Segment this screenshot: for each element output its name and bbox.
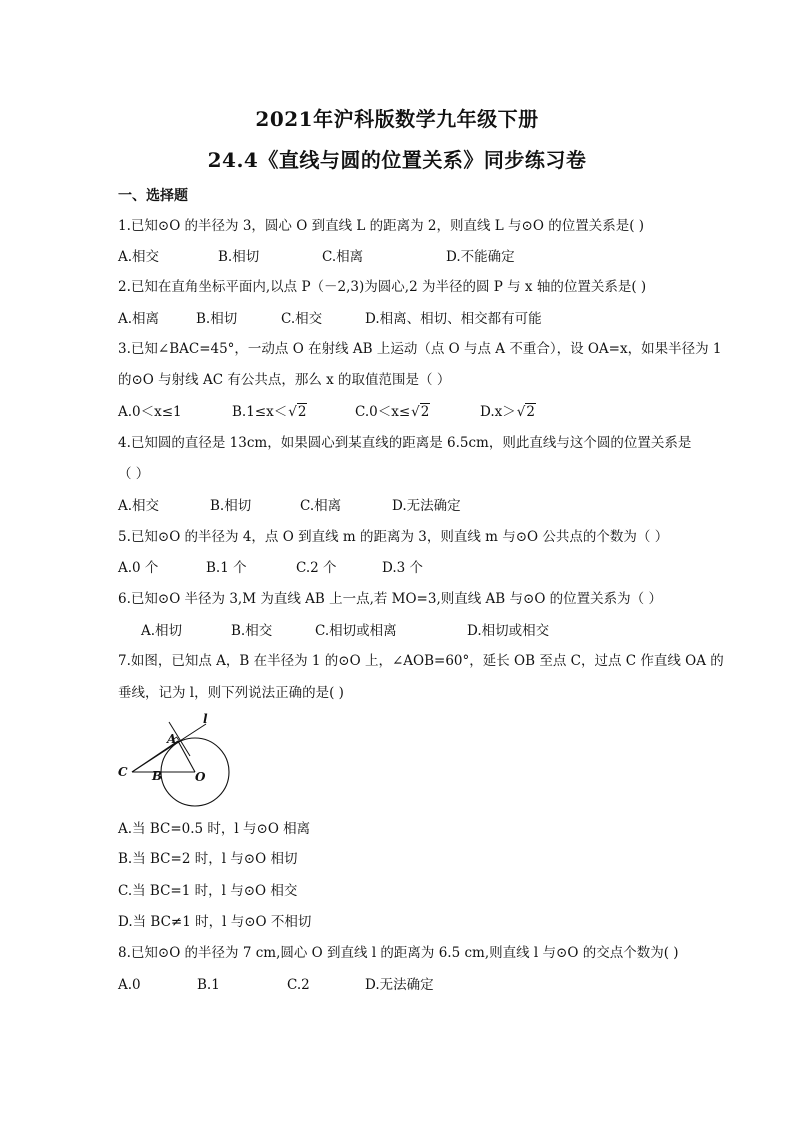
question-3-option-c-radicand: 2 [420,404,430,420]
question-8-option-a: A.0 [118,977,141,993]
question-3-option-b-text: B.1≤x＜ [232,404,288,420]
question-1-option-a: A.相交 [118,249,160,265]
question-3-option-d [480,402,536,422]
question-3-option-c-text: C.0＜x≤ [355,404,411,420]
page-title: 2021年沪科版数学九年级下册 [255,107,539,131]
question-3-option-a [118,402,182,422]
question-2-option-d: D.相离、相切、相交都有可能 [365,311,542,327]
question-4-option-c: C.相离 [300,498,342,514]
label-o: O [195,770,206,784]
question-1-text: 1.已知⊙O 的半径为 3，圆心 O 到直线 L 的距离为 2，则直线 L 与⊙O 的位置关系是( ) [118,218,645,234]
question-5-option-d: D.3 个 [382,560,424,576]
question-3-option-b [232,402,307,422]
question-3-option-b-radicand: 2 [297,404,307,420]
question-2-option-a: A.相离 [118,311,160,327]
sqrt-symbol: √2 [288,404,307,420]
question-2-option-b: B.相切 [196,311,238,327]
question-8-option-b: B.1 [197,977,220,993]
question-7-text-line1: 7.如图，已知点 A，B 在半径为 1 的⊙O 上，∠AOB=60°，延长 OB 至点 C，过点 C 作直线 OA 的 [118,653,724,669]
question-4-option-d: D.无法确定 [392,498,461,514]
question-6-option-d: D.相切或相交 [467,623,550,639]
question-7-option-b: B.当 BC=2 时，l 与⊙O 相切 [118,851,298,867]
sqrt-symbol: √2 [516,404,535,420]
question-5-option-c: C.2 个 [296,560,337,576]
question-7-option-d: D.当 BC≠1 时，l 与⊙O 不相切 [118,914,312,930]
question-3-text-line2: 的⊙O 与射线 AC 有公共点，那么 x 的取值范围是（ ） [118,372,451,388]
label-a: A [167,732,177,746]
question-2-option-c: C.相交 [281,311,323,327]
question-8-option-c: C.2 [287,977,310,993]
page-subtitle: 24.4《直线与圆的位置关系》同步练习卷 [207,148,587,172]
question-4-option-a: A.相交 [118,498,160,514]
label-l: l [203,712,208,726]
question-3-option-c [355,402,430,422]
question-4-text-line2: （ ） [118,466,150,482]
section-heading: 一、选择题 [118,188,188,204]
question-5-text: 5.已知⊙O 的半径为 4，点 O 到直线 m 的距离为 3，则直线 m 与⊙O 公共点的个数为（ ） [118,529,669,545]
question-6-option-a: A.相切 [141,623,183,639]
sqrt-symbol: √2 [411,404,430,420]
question-7-figure [112,710,252,810]
question-1-option-c: C.相离 [322,249,364,265]
question-3-text-line1: 3.已知∠BAC=45°，一动点 O 在射线 AB 上运动（点 O 与点 A 不重合），设 OA=x，如果半径为 1 [118,341,722,357]
question-6-option-c: C.相切或相离 [315,623,397,639]
question-7-option-c: C.当 BC=1 时，l 与⊙O 相交 [118,883,298,899]
question-4-text-line1: 4.已知圆的直径是 13cm，如果圆心到某直线的距离是 6.5cm，则此直线与这个圆的位置关系是 [118,435,692,451]
question-6-option-b: B.相交 [231,623,273,639]
question-8-text: 8.已知⊙O 的半径为 7 cm,圆心 O 到直线 l 的距离为 6.5 cm,则直线 l 与⊙O 的交点个数为( ) [118,945,679,961]
question-7-text-line2: 垂线，记为 l，则下列说法正确的是( ) [118,685,344,701]
label-b: B [152,769,163,783]
segment-ao [178,741,195,772]
question-2-text: 2.已知在直角坐标平面内,以点 P（－2,3)为圆心,2 为半径的圆 P 与 x 轴的位置关系是( ) [118,279,647,295]
question-1-option-d: D.不能确定 [446,249,515,265]
question-3-option-d-text: D.x＞ [480,404,516,420]
label-c: C [118,765,128,779]
question-5-option-b: B.1 个 [206,560,247,576]
question-8-option-d: D.无法确定 [365,977,434,993]
question-3-option-d-radicand: 2 [526,404,535,420]
question-4-option-b: B.相切 [210,498,252,514]
question-3-option-a-text: A.0＜x≤1 [118,404,182,420]
question-6-text: 6.已知⊙O 半径为 3,M 为直线 AB 上一点,若 MO=3,则直线 AB 与⊙O 的位置关系为（ ） [118,591,662,607]
question-7-option-a: A.当 BC=0.5 时，l 与⊙O 相离 [118,821,311,837]
question-5-option-a: A.0 个 [118,560,159,576]
question-1-option-b: B.相切 [218,249,260,265]
